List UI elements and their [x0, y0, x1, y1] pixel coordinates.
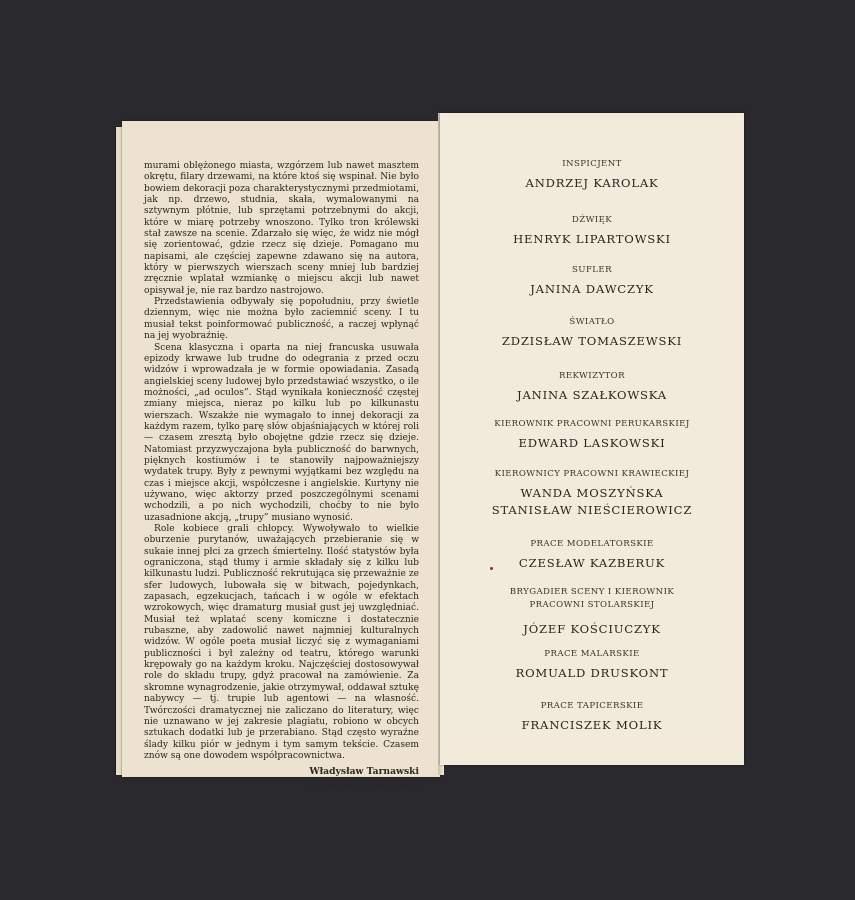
credit-role: PRACOWNI STOLARSKIEJ: [529, 600, 655, 610]
credit-name: ZDZISŁAW TOMASZEWSKI: [501, 334, 683, 348]
credit-name: WANDA MOSZYŃSKA: [520, 486, 664, 500]
ink-mark: [490, 567, 493, 570]
credit-role: INSPICJENT: [562, 159, 622, 169]
article-paragraph: murami oblężonego miasta, wzgórzem lub nawet masztem okrętu, filary drzewami, na które ktoś się wspinał. Nie było bowiem dekoracji poza charakterystycznymi przedmiotami, jak np. drzewo, studnia, skała, wymalowanymi na sztywnym płótnie, lub sprzętami potrzebnymi do akcji, które w miarę potrzeby wnoszono. Tylko tron królewski stał zawsze na scenie. Zdarzało się więc, że widz nie mógł się zorientować, gdzie rzecz się dzieje. Pomagano mu napisami, ale częściej zapewne zdawano się na autora, który w pierwszych wierszach sceny mniej lub bardziej zręcznie wplatał wzmiankę o miejscu akcji lub nawet opisywał je, nie raz bardzo nastrojowo.: [144, 161, 419, 296]
credit-name: JANINA DAWCZYK: [530, 282, 654, 296]
credit-role: SUFLER: [572, 265, 612, 275]
credit-role: DŹWIĘK: [571, 215, 613, 225]
credit-role: KIEROWNICY PRACOWNI KRAWIECKIEJ: [494, 469, 690, 479]
credit-role: REKWIZYTOR: [559, 371, 625, 381]
credit-role: KIEROWNIK PRACOWNI PERUKARSKIEJ: [494, 419, 690, 429]
credit-role: PRACE MALARSKIE: [544, 649, 640, 659]
credit-name: JÓZEF KOŚCIUCZYK: [523, 622, 661, 636]
credit-name: EDWARD LASKOWSKI: [518, 436, 666, 450]
article-text: [144, 161, 419, 792]
credit-name: HENRYK LIPARTOWSKI: [513, 232, 671, 246]
credit-name: CZESŁAW KAZBERUK: [518, 556, 666, 570]
credit-role: PRACE TAPICERSKIE: [540, 701, 644, 711]
article-source: („Literatura angielska”): [307, 778, 419, 790]
credit-name: ROMUALD DRUSKONT: [515, 666, 669, 680]
article-author: Władysław Tarnawski: [309, 766, 419, 778]
left-page: [122, 121, 440, 790]
credit-role: PRACE MODELATORSKIE: [530, 539, 654, 549]
credit-name: STANISŁAW NIEŚCIEROWICZ: [491, 503, 693, 517]
credit-name: JANINA SZAŁKOWSKA: [517, 388, 667, 402]
article-paragraph: Przedstawienia odbywały się popołudniu, przy świetle dziennym, więc nie można było zaciemnić sceny. I tu musiał tekst poinformować publiczność, a raczej wpłynąć na jej wyobraźnię.: [144, 297, 419, 342]
article-paragraph: Role kobiece grali chłopcy. Wywoływało to wielkie oburzenie purytanów, uważających przebieranie się w sukaie innej płci za grzech śmiertelny. Ilość statystów była ograniczona, stąd tłumy i armie składały się z kilku lub kilkunastu ludzi. Publiczność rekrutująca się przeważnie ze sfer ludowych, lubowała się w bitwach, pojedynkach, zapasach, egzekucjach, tańcach i w ogóle w efektach wzrokowych, więc dramaturg musiał gust jej uwzględniać. Musiał też wplatać sceny komiczne i dostatecznie rubaszne, aby zadowolić nawet najmniej kulturalnych widzów. W ogóle poeta musiał liczyć się z wymaganiami publiczności i był zależny od teatru, którego warunki krępowały go na każdym kroku. Najczęściej dostosowywał role do składu trupy, gdyż pracował na zamówienie. Za skromne wynagrodzenie, jakie otrzymywał, oddawał sztukę nabywcy — tj. trupie lub agentowi — na własność. Twórczości dramatycznej nie zaliczano do literatury, więc nie uznawano w jej zakresie plagiatu, robiono w obcych sztukach dodatki lub je przerabiano. Stąd często wyraźne ślady kilku piór w jednym i tym samym tekście. Czasem znów są one dowodem współpracownictwa.: [144, 524, 419, 761]
credit-role: BRYGADIER SCENY I KIEROWNIK: [509, 587, 675, 597]
credit-name: FRANCISZEK MOLIK: [521, 718, 663, 732]
right-page: [440, 113, 744, 765]
credit-name: ANDRZEJ KAROLAK: [525, 176, 659, 190]
open-booklet: [122, 113, 744, 790]
article-paragraph: Scena klasyczna i oparta na niej francuska usuwała epizody krwawe lub trudne do odegrania z przed oczu widzów i wprowadzała je w formie opowiadania. Zasadą angielskiej sceny ludowej było przedstawiać wszystko, o ile możności, „ad oculos”. Stąd wynikała konieczność częstej zmiany miejsca, nieraz po kilku lub po kilkunastu wierszach. Wszakże nie wymagało to innej dekoracji za każdym razem, tylko parę słów objaśniających w której roli — czasem zresztą było obojętne gdzie rzecz się dzieje. Natomiast przyzwyczajona była publiczność do barwnych, pięknych kostiumów i te stanowiły najpoważniejszy wydatek trupy. Były z pewnymi wyjątkami bez względu na czas i miejsce akcji, współczesne i angielskie. Kurtyny nie używano, więc aktorzy przed poszczególnymi scenami wchodzili, a po nich wychodzili, choćby to nie było uzasadnione akcją, „trupy” musiano wynosić.: [144, 342, 419, 523]
credit-role: ŚWIATŁO: [569, 317, 615, 327]
signature-block: [144, 762, 419, 792]
